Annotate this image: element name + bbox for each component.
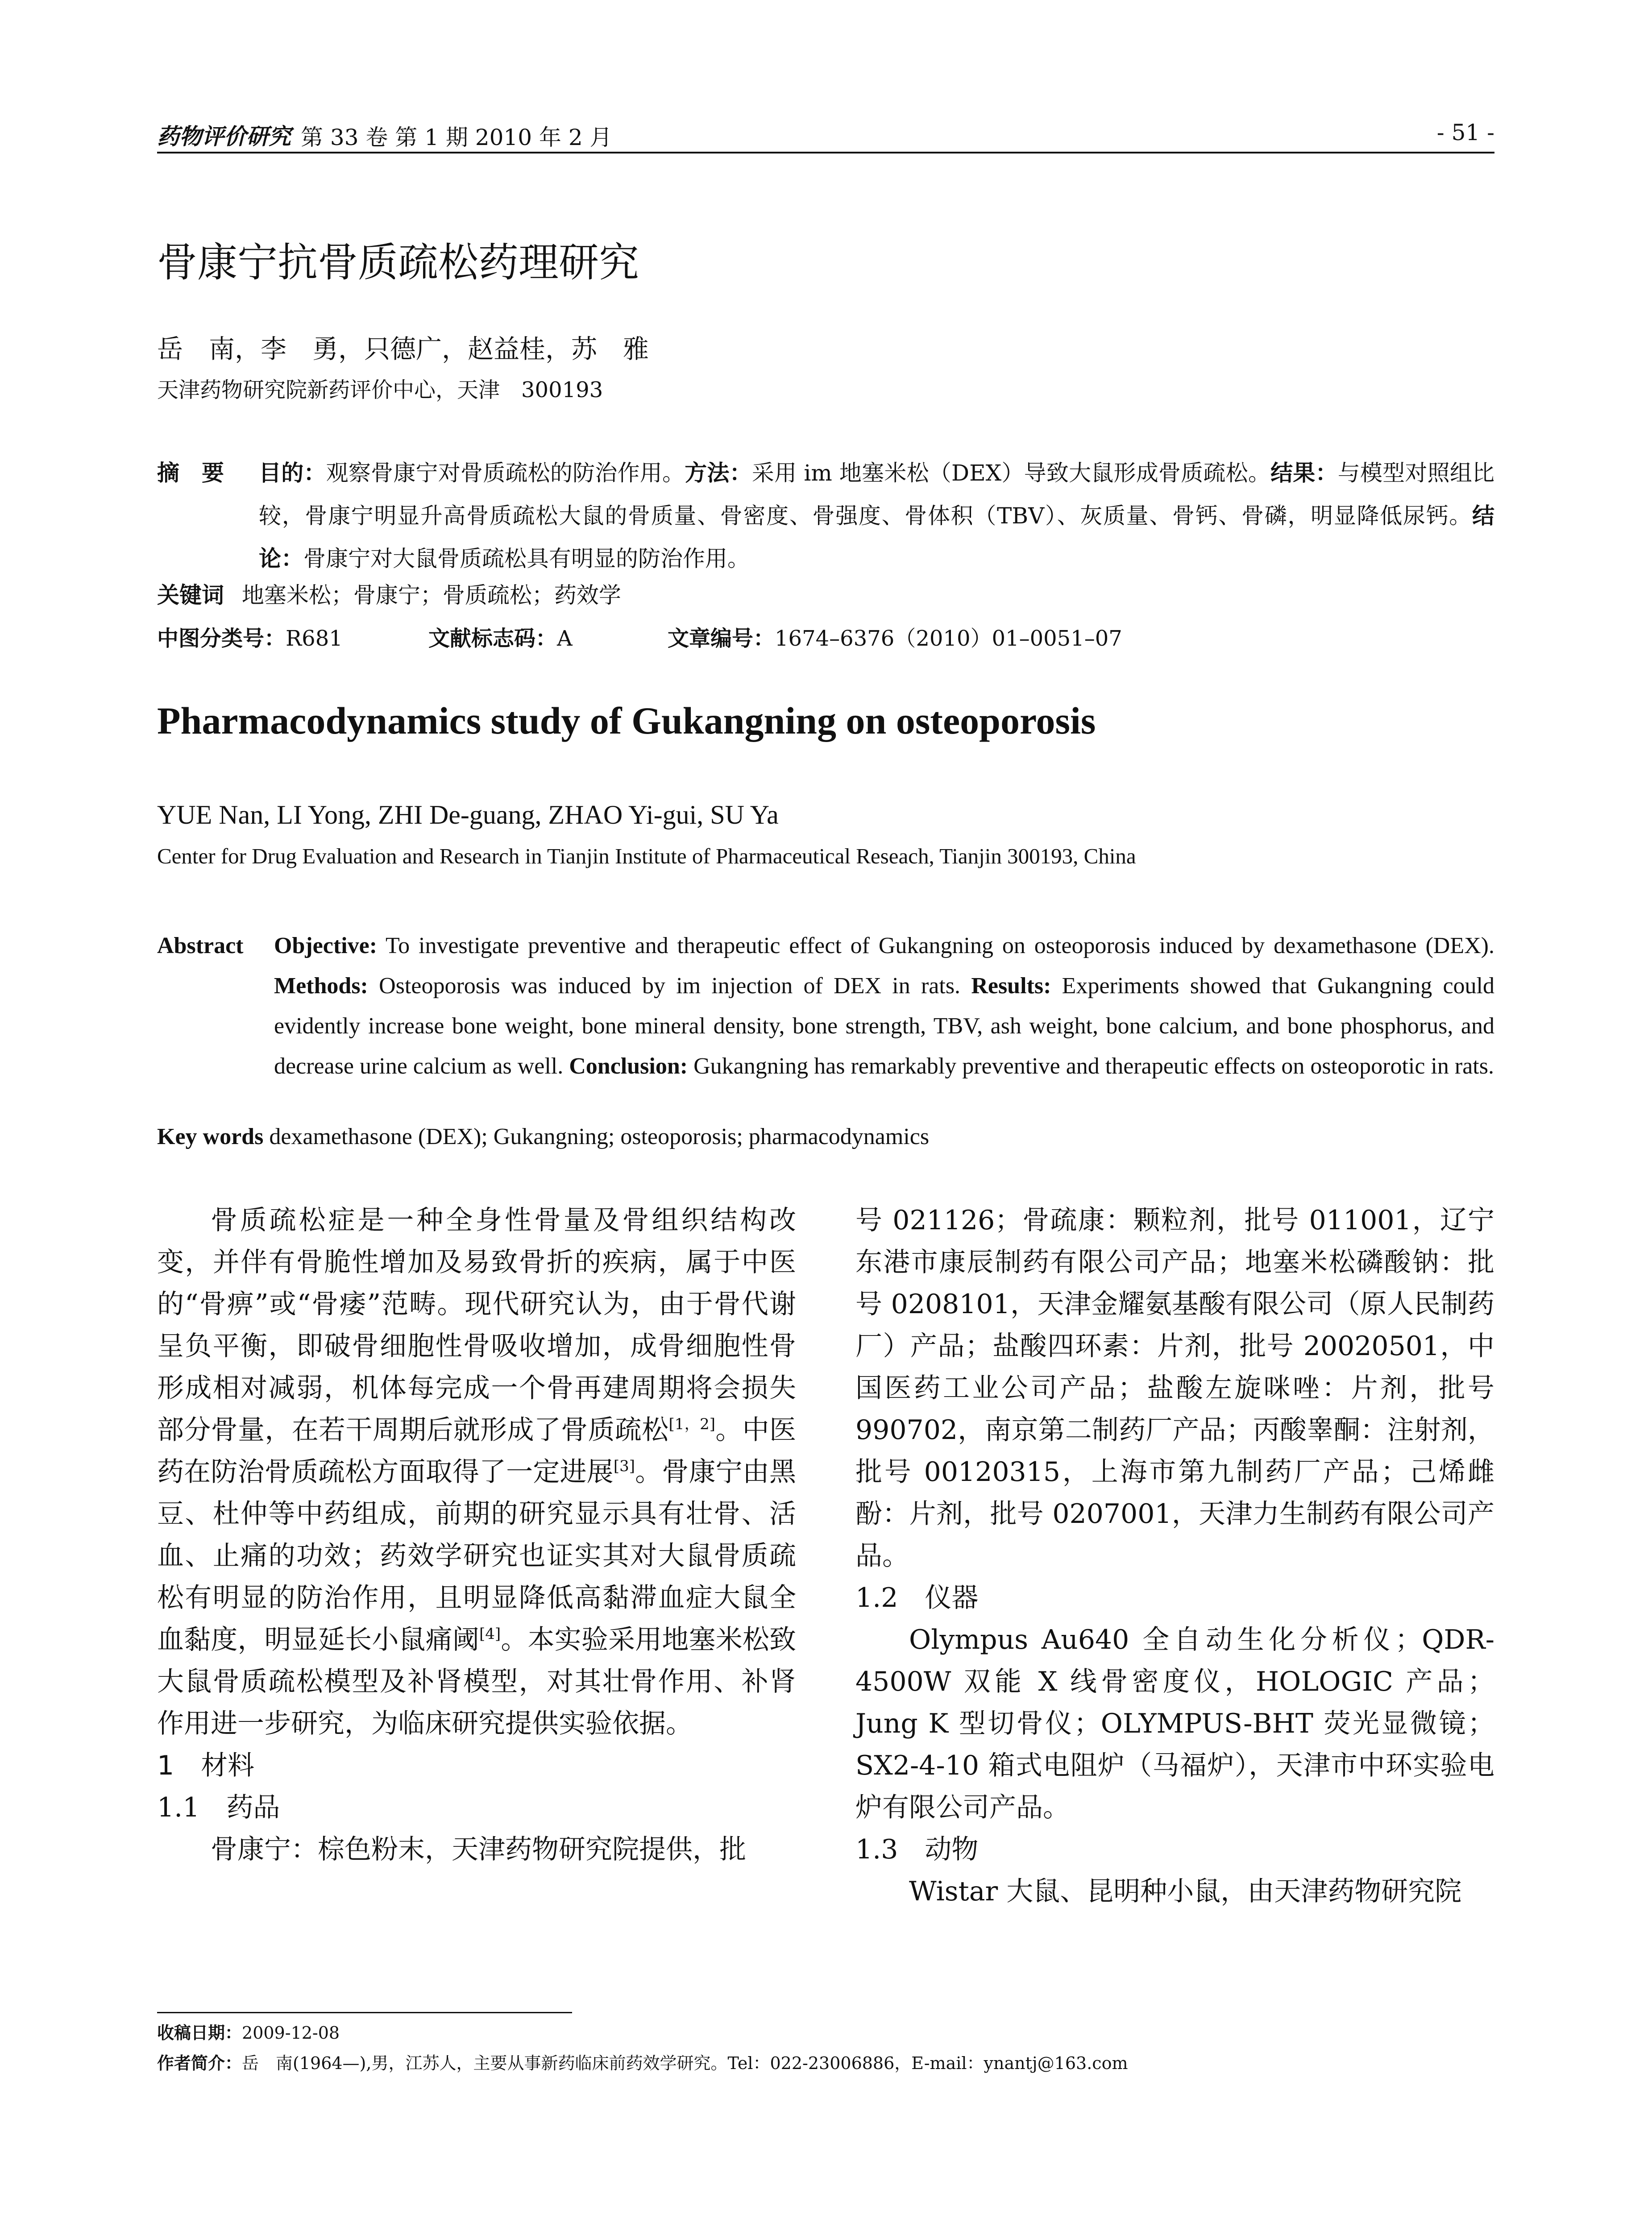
cn-conclusion: 骨康宁对大鼠骨质疏松具有明显的防治作用。 (303, 546, 750, 572)
en-keywords-text: dexamethasone (DEX); Gukangning; osteoporosis; pharmacodynamics (263, 1124, 930, 1149)
cn-results: 与模型对照组比较，骨康宁明显升高骨质疏松大鼠的骨质量、骨密度、骨强度、骨体积（TBV）、灰质量、骨钙、骨磷，明显降低尿钙。 (259, 460, 1495, 529)
received-date: 2009-12-08 (242, 2023, 340, 2043)
en-keywords (157, 1124, 929, 1150)
cn-keywords-text: 地塞米松；骨康宁；骨质疏松；药效学 (241, 582, 621, 608)
cn-results-label: 结果： (1270, 460, 1338, 486)
clc-number: R681 (286, 626, 343, 651)
en-methods: Osteoporosis was induced by im injection of DEX in rats. (368, 973, 971, 999)
intro-text-4: 。本实验采用地塞米松致大鼠骨质疏松模型及补肾模型，对其壮骨作用、补肾作用进一步研究，为临床研究提供实验依据。 (157, 1624, 797, 1739)
cn-keywords-label: 关键词 (157, 582, 224, 608)
section-1-2-heading: 1.2 仪器 (855, 1582, 979, 1613)
section-1-1-heading: 1.1 药品 (157, 1792, 280, 1823)
page-number: - 51 - (1436, 120, 1494, 145)
en-objective-label: Objective: (274, 933, 378, 958)
footnote-rule (157, 2012, 572, 2013)
section-1-3-heading: 1.3 动物 (855, 1834, 979, 1865)
intro-paragraph (157, 1199, 796, 1745)
author-bio-footnote (157, 2049, 1128, 2074)
body-right-column (855, 1199, 1494, 1912)
drug-paragraph-start: 骨康宁：棕色粉末，天津药物研究院提供，批 (211, 1834, 746, 1865)
en-conclusion-label: Conclusion: (569, 1053, 688, 1079)
en-abstract (157, 926, 1494, 1086)
en-authors: YUE Nan, LI Yong, ZHI De-guang, ZHAO Yi-gui, SU Ya (157, 800, 779, 829)
cn-abstract (157, 452, 1494, 580)
article-number: 1674–6376（2010）01–0051–07 (775, 626, 1122, 651)
body-left-column (157, 1199, 796, 1870)
citation-1-2: [1，2] (668, 1415, 715, 1433)
en-abstract-body (274, 926, 1494, 1086)
section-1-heading: 1 材料 (157, 1750, 255, 1781)
instrument-paragraph: Olympus Au640 全自动生化分析仪；QDR-4500W 双能 X 线骨密度仪，HOLOGIC 产品；Jung K 型切骨仪；OLYMPUS-BHT 荧光显微镜；SX2-4-10 箱式电阻炉（马福炉），天津市中环实验电炉有限公司产品。 (855, 1624, 1494, 1823)
cn-methods: 采用 im 地塞米松（DEX）导致大鼠形成骨质疏松。 (751, 460, 1271, 486)
journal-logo: 药物评价研究 (157, 123, 291, 149)
citation-3: [3] (613, 1457, 635, 1475)
cn-title: 骨康宁抗骨质疏松药理研究 (157, 239, 639, 286)
cn-abstract-body (259, 452, 1494, 580)
en-results: Experiments showed that Gukangning could evidently increase bone weight, bone mineral density, bone strength, TBV, ash weight, bone calcium, and bone phosphorus, and decrease urine calcium as well. (274, 973, 1494, 1079)
issue-info: 第 33 卷 第 1 期 2010 年 2 月 (301, 124, 612, 150)
doc-code: A (557, 626, 573, 651)
clc-label: 中图分类号： (157, 626, 286, 651)
article-number-label: 文章编号： (668, 626, 775, 651)
drug-paragraph-continued: 号 021126；骨疏康：颗粒剂，批号 011001，辽宁东港市康辰制药有限公司产品；地塞米松磷酸钠：批号 0208101，天津金耀氨基酸有限公司（原人民制药厂）产品；盐酸四环素：片剂，批号 20020501，中国医药工业公司产品；盐酸左旋咪唑：片剂，批号 990702，南京第二制药厂产品；丙酸睾酮：注射剂，批号 00120315，上海市第九制药厂产品；己烯雌酚：片剂，批号 0207001，天津力生制药有限公司产品。 (855, 1205, 1494, 1572)
en-conclusion: Gukangning has remarkably preventive and therapeutic effects on osteoporotic in rats. (688, 1053, 1494, 1079)
cn-affiliation: 天津药物研究院新药评价中心，天津 300193 (157, 377, 603, 402)
en-title: Pharmacodynamics study of Gukangning on osteoporosis (157, 699, 1096, 742)
header-rule (157, 152, 1494, 153)
en-keywords-label: Key words (157, 1124, 264, 1149)
received-date-footnote (157, 2019, 340, 2044)
intro-text-2: 。中医药在防治骨质疏松方面取得了一定进展 (157, 1414, 797, 1488)
animal-paragraph-start: Wistar 大鼠、昆明种小鼠，由天津药物研究院 (909, 1876, 1462, 1907)
cn-keywords (157, 577, 621, 610)
cn-abstract-label: 摘 要 (157, 460, 224, 486)
en-results-label: Results: (971, 973, 1051, 999)
intro-text-3: 。骨康宁由黑豆、杜仲等中药组成，前期的研究显示具有壮骨、活血、止痛的功效；药效学研究也证实其对大鼠骨质疏松有明显的防治作用，且明显降低高黏滞血症大鼠全血黏度，明显延长小鼠痛阈 (157, 1456, 797, 1655)
cn-authors: 岳 南，李 勇，只德广，赵益桂，苏 雅 (157, 334, 649, 364)
en-objective: To investigate preventive and therapeutic effect of Gukangning on osteoporosis induced by dexamethasone (DEX). (377, 933, 1494, 958)
cn-objective-label: 目的： (259, 460, 326, 486)
author-bio-label: 作者简介： (157, 2053, 242, 2073)
en-methods-label: Methods: (274, 973, 368, 999)
en-abstract-label: Abstract (157, 933, 244, 958)
cn-methods-label: 方法： (685, 460, 752, 486)
citation-4: [4] (479, 1625, 501, 1643)
author-bio: 岳 南(1964—),男，江苏人，主要从事新药临床前药效学研究。Tel：022-23006886，E-mail：ynantj@163.com (242, 2053, 1128, 2073)
cn-conclusion-label: 结论： (259, 503, 1494, 572)
en-affiliation: Center for Drug Evaluation and Research in Tianjin Institute of Pharmaceutical Reseach, Tianjin 300193, China (157, 844, 1136, 868)
cn-objective: 观察骨康宁对骨质疏松的防治作用。 (326, 460, 685, 486)
received-label: 收稿日期： (157, 2023, 242, 2043)
running-header (157, 117, 1494, 149)
intro-text-1: 骨质疏松症是一种全身性骨量及骨组织结构改变，并伴有骨脆性增加及易致骨折的疾病，属于中医的“骨痹”或“骨痿”范畴。现代研究认为，由于骨代谢呈负平衡，即破骨细胞性骨吸收增加，成骨细胞性骨形成相对减弱，机体每完成一个骨再建周期将会损失部分骨量，在若干周期后就形成了骨质疏松 (157, 1205, 796, 1446)
classification-line (157, 621, 1494, 651)
doc-code-label: 文献标志码： (428, 626, 557, 651)
